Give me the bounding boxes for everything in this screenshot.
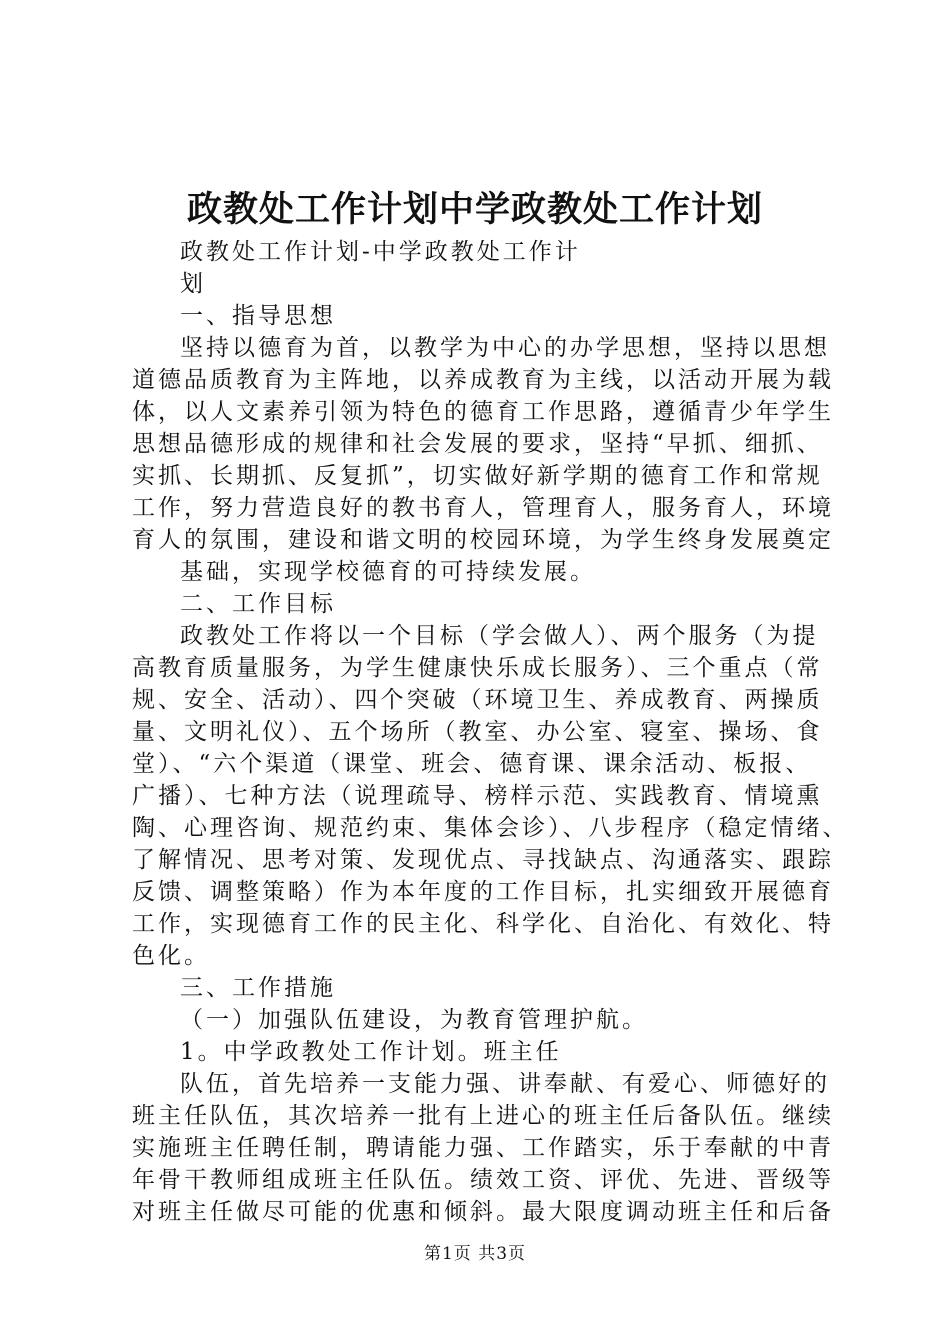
- document-title: 政教处工作计划中学政教处工作计划: [186, 189, 763, 230]
- text-line: 道德品质教育为主阵地，以养成教育为主线，以活动开展为载: [132, 367, 834, 393]
- text-line: 工作，实现德育工作的民主化、科学化、自治化、有效化、特: [132, 911, 834, 937]
- text-line: 陶、心理咨询、规范约束、集体会诊）、八步程序（稳定情绪、: [132, 815, 849, 841]
- text-line: 思想品德形成的规律和社会发展的要求，坚持“早抓、细抓、: [132, 431, 823, 457]
- text-line: 色化。: [132, 943, 210, 969]
- text-line: 二、工作目标: [180, 591, 336, 617]
- text-line: 1。中学政教处工作计划。班主任: [180, 1039, 562, 1065]
- document-body: [132, 236, 849, 1228]
- text-line: 年骨干教师组成班主任队伍。绩效工资、评优、先进、晋级等: [132, 1167, 834, 1193]
- text-line: 了解情况、思考对策、发现优点、寻找缺点、沟通落实、跟踪: [132, 847, 834, 873]
- text-line: 对班主任做尽可能的优惠和倾斜。最大限度调动班主任和后备: [132, 1199, 834, 1225]
- text-line: 广播）、七种方法（说理疏导、榜样示范、实践教育、情境熏: [132, 783, 823, 809]
- text-line: 实施班主任聘任制，聘请能力强、工作踏实，乐于奉献的中青: [132, 1135, 834, 1161]
- text-line: 量、文明礼仪）、五个场所（教室、办公室、寝室、操场、食: [132, 719, 823, 745]
- text-line: 反馈、调整策略）作为本年度的工作目标，扎实细致开展德育: [132, 879, 834, 905]
- text-line: 坚持以德育为首，以教学为中心的办学思想，坚持以思想: [180, 335, 830, 361]
- text-line: 一、指导思想: [180, 303, 336, 329]
- text-line: 划: [180, 271, 206, 297]
- text-line: 三、工作措施: [180, 975, 336, 1001]
- text-line: 高教育质量服务，为学生健康快乐成长服务）、三个重点（常: [132, 655, 823, 681]
- text-line: 规、安全、活动）、四个突破（环境卫生、养成教育、两操质: [132, 687, 823, 713]
- text-line: 基础，实现学校德育的可持续发展。: [180, 559, 596, 585]
- text-line: （一）加强队伍建设，为教育管理护航。: [180, 1007, 648, 1033]
- text-line: 政教处工作计划-中学政教处工作计: [180, 239, 581, 265]
- text-line: 班主任队伍，其次培养一批有上进心的班主任后备队伍。继续: [132, 1103, 834, 1129]
- text-line: 实抓、长期抓、反复抓”，切实做好新学期的德育工作和常规: [132, 463, 823, 489]
- text-line: 育人的氛围，建设和谐文明的校园环境，为学生终身发展奠定: [132, 527, 834, 553]
- text-line: 体，以人文素养引领为特色的德育工作思路，遵循青少年学生: [132, 399, 834, 425]
- text-line: 政教处工作将以一个目标（学会做人）、两个服务（为提: [180, 623, 819, 649]
- text-line: 队伍，首先培养一支能力强、讲奉献、有爱心、师德好的: [180, 1071, 830, 1097]
- text-line: 堂）、“六个渠道（课堂、班会、德育课、课余活动、板报、: [132, 751, 812, 777]
- text-line: 工作，努力营造良好的教书育人，管理育人，服务育人，环境: [132, 495, 834, 521]
- page-footer: 第1页 共3页: [423, 1244, 527, 1264]
